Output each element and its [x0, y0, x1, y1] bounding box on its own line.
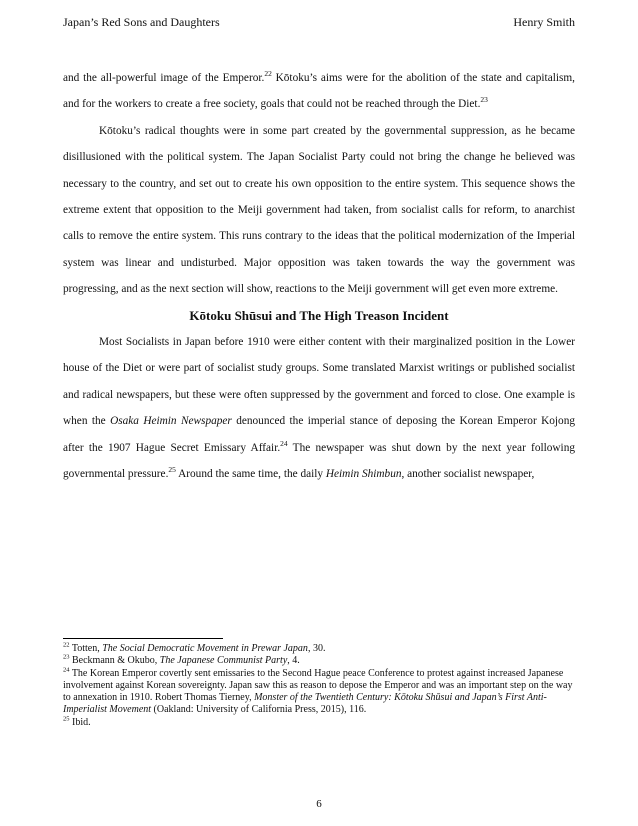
paragraph-3-text-e: , another socialist newspaper,: [401, 468, 535, 481]
paragraph-2: Kōtoku’s radical thoughts were in some part created by the governmental suppression, as he became disillusioned with the political system. The Japan Socialist Party could not bring the change he believed was necessary to the country, and set out to create his own opposition to the entire system. This sequence shows the extreme extent that opposition to the Meiji government had taken, from socialist calls for reform, to anarchist calls to remove the entire system. This runs contrary to the ideas that the political modernization of the Imperial system was linear and undisturbed. Major opposition was taken towards the way the government was progressing, and as the next section will show, reactions to the Meiji government will get even more extreme.: [63, 124, 575, 296]
page-number: 6: [316, 798, 322, 810]
paragraph-1-text-a: and the all-powerful image of the Emperor.: [63, 72, 265, 84]
footnote-25: [63, 717, 575, 729]
footnote-ref-22[interactable]: 22: [264, 69, 272, 79]
footnote-23: [63, 655, 575, 667]
footnote-text-pre: Beckmann & Okubo,: [69, 655, 160, 667]
newspaper-title-osaka: Osaka Heimin Newspaper: [110, 415, 232, 428]
footnote-text-post: , 30.: [307, 643, 326, 654]
paragraph-3-text-c: The newspaper was shut down by the next year following governmental pressure.: [63, 441, 575, 481]
paragraph-3-text-b: denounced the imperial stance of deposing the Korean Emperor Kojong after the 1907 Hague Secret Emissary Affair.: [63, 415, 575, 454]
footnote-title: The Japanese Communist Party: [159, 655, 288, 667]
footnote-text-post: , 4.: [287, 655, 300, 667]
paragraph-3-text-d: Around the same time, the daily: [175, 468, 326, 481]
paragraph-1-text-b: Kōtoku’s aims were for the abolition of the state and capitalism, and for the workers to create a free society, goals that could not be reached through the Diet.: [63, 72, 575, 111]
footnote-number: 24: [63, 666, 70, 674]
footnote-divider: [63, 638, 223, 639]
running-header: [63, 14, 575, 30]
footnote-22: [63, 643, 575, 655]
paragraph-3-text-a: Most Socialists in Japan before 1910 were either content with their marginalized position in the Lower house of the Diet or were part of socialist study groups. Some translated Marxist writings or published socialist and radical newspapers, but these were often suppressed by the government and forced to close. One example is when the: [63, 336, 575, 428]
footnote-ref-24[interactable]: 24: [280, 438, 288, 448]
header-title: Japan’s Red Sons and Daughters: [63, 15, 220, 29]
footnote-text-pre: Totten,: [69, 643, 103, 654]
footnote-title: Monster of the Twentieth Century: Kōtoku Shūsui and Japan’s First Anti-Imperialist Movement: [63, 692, 547, 716]
newspaper-title-heimin: Heimin Shimbun: [325, 468, 402, 481]
footnote-number: 25: [63, 715, 70, 723]
footnote-24: [63, 668, 575, 717]
footnote-title: The Social Democratic Movement in Prewar Japan: [102, 643, 308, 654]
section-heading: Kōtoku Shūsui and The High Treason Incident: [189, 307, 449, 323]
footnote-number: 23: [63, 653, 70, 661]
body-text: [63, 65, 575, 488]
footnote-ref-25[interactable]: 25: [168, 465, 176, 475]
paragraph-3: [63, 329, 575, 487]
footnote-number: 22: [63, 641, 70, 649]
footnote-ref-23[interactable]: 23: [480, 95, 488, 105]
footnote-text-post: (Oakland: University of California Press, 2015), 116.: [151, 704, 367, 716]
footnote-text-pre: Ibid.: [69, 716, 91, 728]
footnotes: [63, 643, 575, 729]
paragraph-1: [63, 65, 575, 118]
footnote-text-pre: The Korean Emperor covertly sent emissaries to the Second Hague peace Conference to protest against increased Japanese involvement against Korean sovereignty. Japan saw this as reason to depose the Emperor and was an important step on the way to annexation in 1910. Robert Thomas Tierney,: [63, 667, 573, 704]
header-author: Henry Smith: [513, 15, 575, 29]
